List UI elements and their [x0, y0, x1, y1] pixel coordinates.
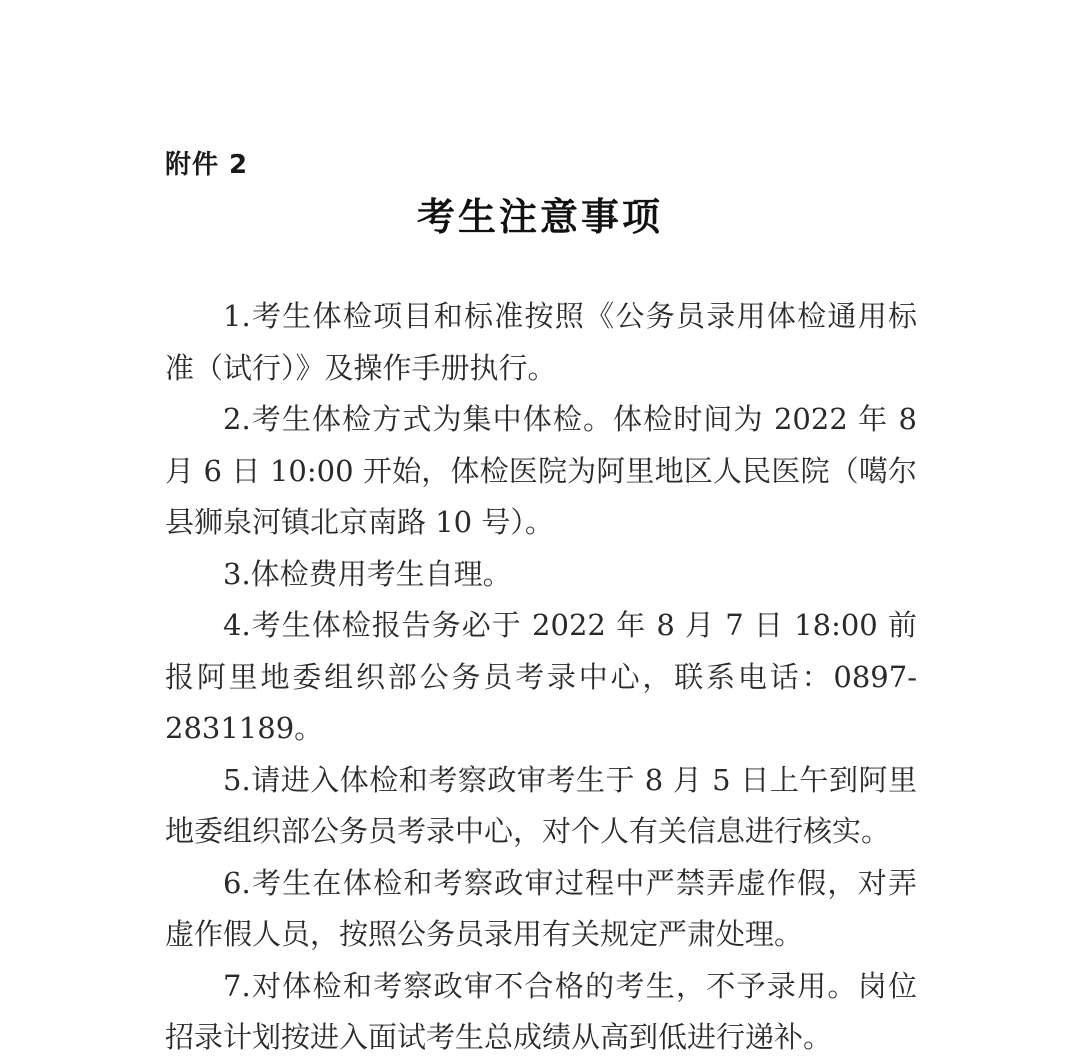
notice-item-4: 4.考生体检报告务必于 2022 年 8 月 7 日 18:00 前报阿里地委组织部公务员考录中心，联系电话：0897-2831189。 — [165, 608, 917, 745]
notice-item-2: 2.考生体检方式为集中体检。体检时间为 2022 年 8 月 6 日 10:00 开始，体检医院为阿里地区人民医院（噶尔县狮泉河镇北京南路 10 号）。 — [165, 402, 917, 539]
document-title: 考生注意事项 — [416, 194, 663, 239]
notice-item-6: 6.考生在体检和考察政审过程中严禁弄虚作假，对弄虚作假人员，按照公务员录用有关规定严肃处理。 — [165, 865, 917, 951]
attachment-label: 附件 2 — [165, 150, 249, 180]
notice-item-7: 7.对体检和考察政审不合格的考生，不予录用。岗位招录计划按进入面试考生总成绩从高到低进行递补。 — [165, 968, 917, 1054]
notice-item-3: 3.体检费用考生自理。 — [223, 556, 512, 591]
notice-item-5: 5.请进入体检和考察政审考生于 8 月 5 日上午到阿里地委组织部公务员考录中心，对个人有关信息进行核实。 — [165, 762, 917, 848]
notice-body — [165, 291, 917, 1064]
notice-item-1: 1.考生体检项目和标准按照《公务员录用体检通用标准（试行）》及操作手册执行。 — [165, 299, 917, 385]
